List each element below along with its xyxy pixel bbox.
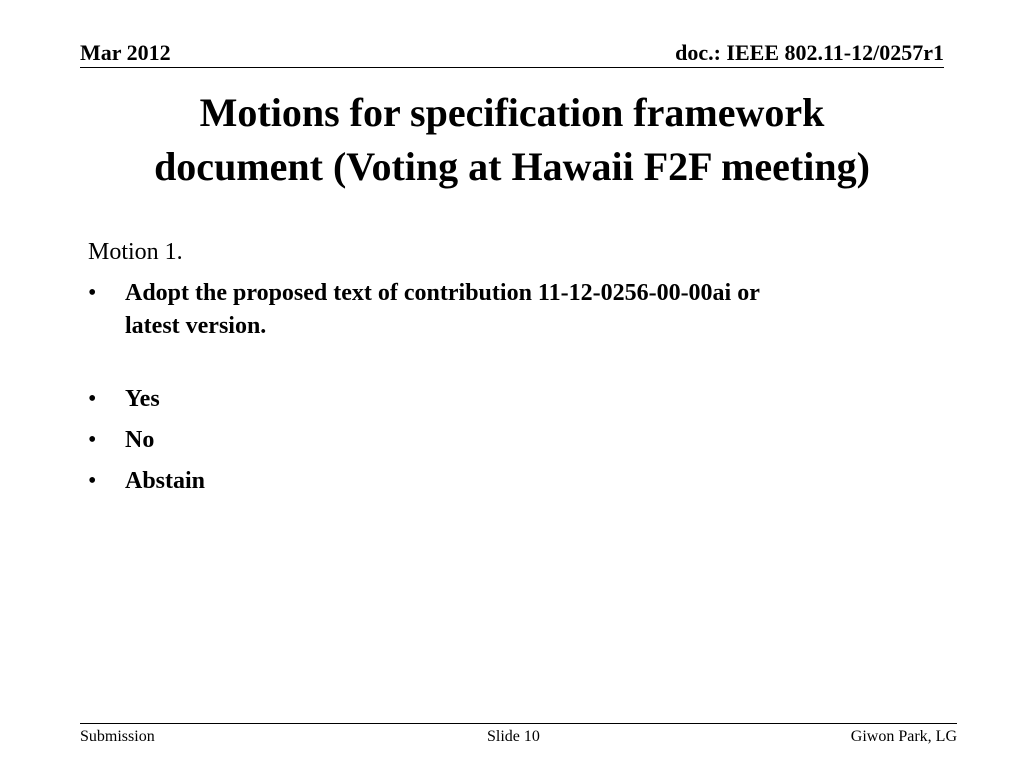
- footer-author: Giwon Park, LG: [850, 728, 957, 745]
- option-yes: [88, 383, 908, 416]
- motion-bullet: [88, 277, 908, 343]
- option-label: No: [125, 427, 155, 453]
- slide-title-line-1: Motions for specification framework: [199, 90, 825, 135]
- footer-slide-number: Slide 10: [487, 728, 540, 745]
- option-no: [88, 424, 908, 457]
- bullet-dot: •: [88, 468, 97, 494]
- bullet-dot: •: [88, 386, 97, 412]
- slide-title-line-2: document (Voting at Hawaii F2F meeting): [154, 144, 870, 189]
- option-label: Yes: [125, 386, 160, 412]
- option-abstain: [88, 465, 908, 498]
- header-divider: [80, 67, 944, 68]
- footer-divider: [80, 723, 957, 724]
- motion-text-line-2: latest version.: [125, 313, 267, 339]
- bullet-dot: •: [88, 280, 97, 306]
- footer-submission: Submission: [80, 728, 155, 745]
- header-doc-id: doc.: IEEE 802.11-12/0257r1: [675, 40, 944, 65]
- header-date: Mar 2012: [80, 40, 171, 65]
- slide-title: [60, 86, 964, 194]
- motion-heading: Motion 1.: [88, 239, 183, 265]
- slide-body: [88, 236, 908, 498]
- spacer: [88, 343, 908, 383]
- option-label: Abstain: [125, 468, 206, 494]
- motion-text-line-1: Adopt the proposed text of contribution 11-12-0256-00-00ai or: [125, 280, 760, 306]
- bullet-dot: •: [88, 427, 97, 453]
